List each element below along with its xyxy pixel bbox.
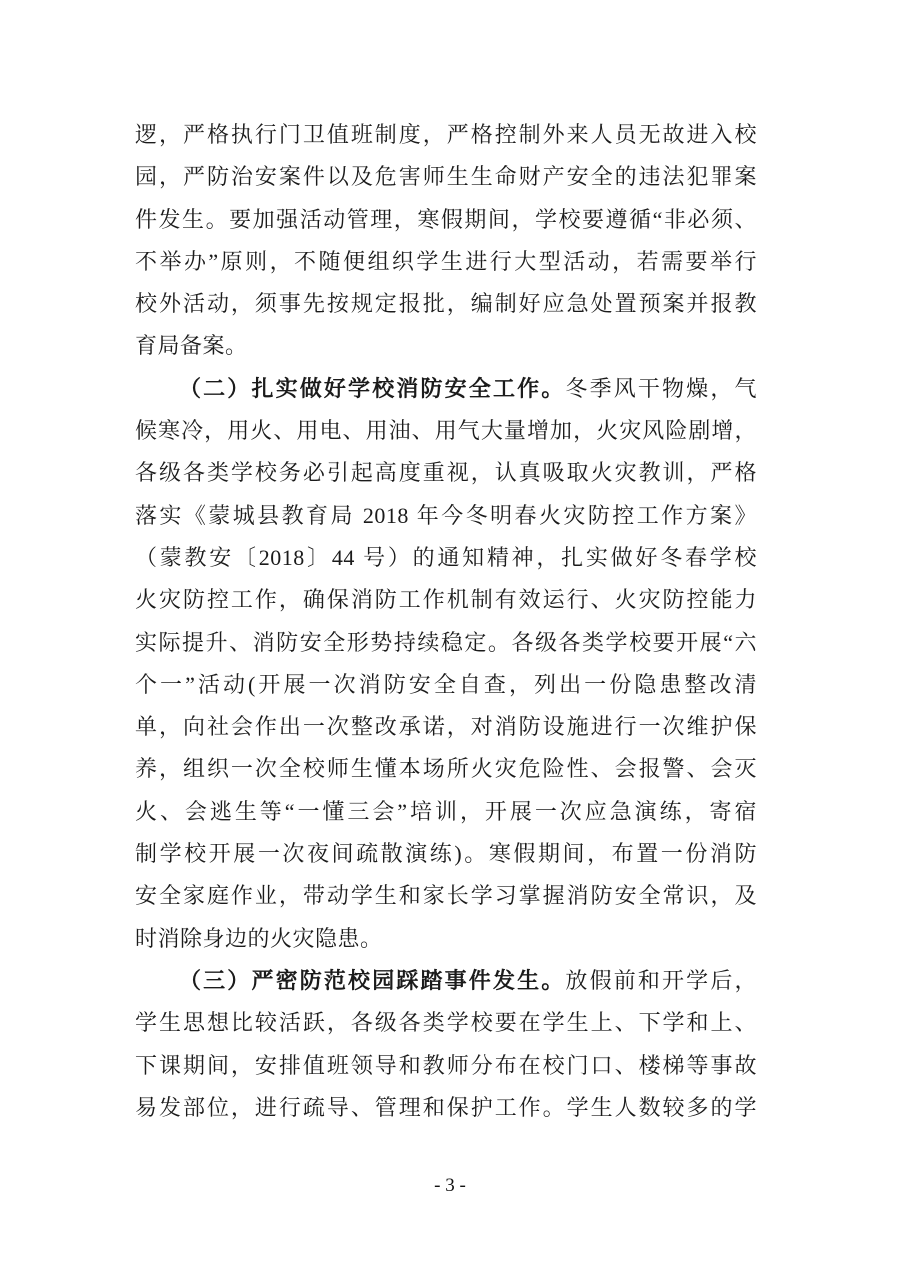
section-heading-run: （二）扎实做好学校消防安全工作。 xyxy=(179,375,566,401)
text-line: 火灾防控工作，确保消防工作机制有效运行、火灾防控能力 xyxy=(135,587,757,613)
text-line: 实际提升、消防安全形势持续稳定。各级各类学校要开展“六 xyxy=(135,629,757,655)
text-line: 养，组织一次全校师生懂本场所火灾危险性、会报警、会灭 xyxy=(135,756,757,782)
text-line: 园，严防治安案件以及危害师生生命财产安全的违法犯罪案 xyxy=(135,164,757,190)
text-line: 火、会逃生等“一懂三会”培训，开展一次应急演练，寄宿 xyxy=(135,798,757,824)
text-line: 制学校开展一次夜间疏散演练)。寒假期间，布置一份消防 xyxy=(135,841,757,867)
text-line: 候寒冷，用火、用电、用油、用气大量增加，火灾风险剧增， xyxy=(135,418,757,444)
page-number: - 3 - xyxy=(434,1175,466,1196)
text-line: 落实《蒙城县教育局 2018 年今冬明春火灾防控工作方案》 xyxy=(135,502,757,528)
text-run: 冬季风干物燥，气 xyxy=(565,375,757,401)
text-line: 学生思想比较活跃，各级各类学校要在学生上、下学和上、 xyxy=(135,1010,757,1036)
text-line: 校外活动，须事先按规定报批，编制好应急处置预案并报教 xyxy=(135,291,757,317)
body-text xyxy=(135,114,757,1129)
text-line: 个一”活动(开展一次消防安全自查，列出一份隐患整改清 xyxy=(135,671,757,697)
text-line: 逻，严格执行门卫值班制度，严格控制外来人员无故进入校 xyxy=(135,122,757,147)
section-heading-run: （三）严密防范校园踩踏事件发生。 xyxy=(179,967,566,993)
text-line: （蒙教安〔2018〕44 号）的通知精神，扎实做好冬春学校 xyxy=(135,544,757,570)
text-line xyxy=(135,368,757,410)
text-line: 安全家庭作业，带动学生和家长学习掌握消防安全常识，及 xyxy=(135,883,757,909)
text-line: 不举办”原则，不随便组织学生进行大型活动，若需要举行 xyxy=(135,248,757,274)
text-line: 单，向社会作出一次整改承诺，对消防设施进行一次维护保 xyxy=(135,714,757,740)
text-line: 件发生。要加强活动管理，寒假期间，学校要遵循“非必须、 xyxy=(135,206,757,232)
text-line xyxy=(135,960,757,1002)
text-line: 易发部位，进行疏导、管理和保护工作。学生人数较多的学 xyxy=(135,1094,757,1120)
text-line: 育局备案。 xyxy=(135,333,248,359)
text-line: 下课期间，安排值班领导和教师分布在校门口、楼梯等事故 xyxy=(135,1052,757,1078)
text-line: 各级各类学校务必引起高度重视，认真吸取火灾教训，严格 xyxy=(135,460,757,486)
text-run: 放假前和开学后， xyxy=(565,967,757,993)
text-line: 时消除身边的火灾隐患。 xyxy=(135,925,383,951)
